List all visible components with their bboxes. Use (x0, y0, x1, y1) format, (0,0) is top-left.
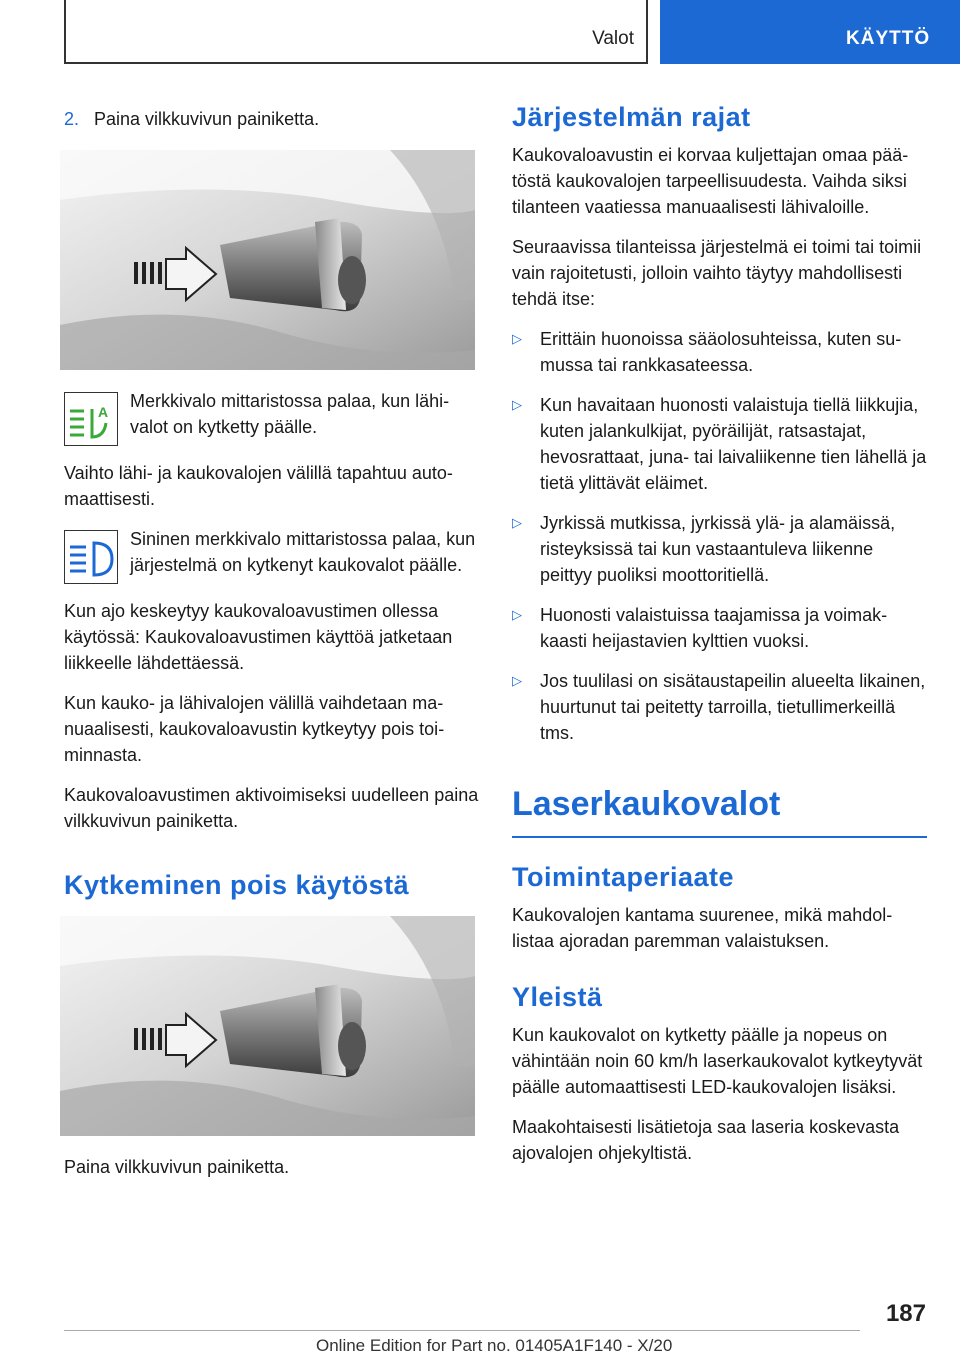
right-column (512, 100, 927, 1180)
turn-stalk-photo-2 (60, 916, 475, 1136)
header-chapter-tab (660, 0, 960, 64)
section-heading-limits: Järjestelmän rajat (512, 102, 751, 132)
list-item (512, 668, 927, 746)
paragraph: Maakohtaisesti lisätietoja saa laseria koskevasta ajovalojen ohjekyltistä. (512, 1117, 900, 1163)
header-frame (64, 0, 648, 64)
triangle-bullet-icon: ▷ (512, 331, 522, 346)
page-number: 187 (885, 1300, 926, 1327)
svg-text:A: A (98, 404, 109, 420)
high-beam-icon (64, 530, 118, 584)
list-item (512, 602, 927, 654)
triangle-bullet-icon: ▷ (512, 673, 522, 688)
header-chapter-label: KÄYTTÖ (846, 28, 931, 49)
paragraph: Kaukovalojen kantama suurenee, mikä mahdollistaa ajoradan paremman valaistuksen. (512, 905, 893, 951)
indicator-note-green-text: Merkkivalo mittaristossa palaa, kun lähivalot on kytketty päälle. (130, 391, 450, 437)
indicator-note-blue-text: Sininen merkkivalo mittaristossa palaa, kun järjestelmä on kytkenyt kaukovalot päälle. (130, 529, 476, 575)
section-heading-off: Kytkeminen pois käytöstä (64, 870, 410, 900)
list-item-text: Kun havaitaan huonosti valaistuja tiellä liikkujia, kuten jalankulkijat, pyöräilijät, ratsastajat, hevosrattaat, juna- tai laivaliikenne tien lähellä ja tietä ylittävät eläimet. (540, 395, 927, 493)
limitations-list (512, 326, 927, 746)
paragraph: Kaukovaloavustimen aktivoimiseksi uudelleen paina vilkkuvivun painiketta. (64, 785, 479, 831)
paragraph: Kun ajo keskeytyy kaukovaloavustimen ollessa käytössä: Kaukovaloavustimen käyttöä jatketaan liikkeelle lähdettäessä. (64, 601, 453, 673)
triangle-bullet-icon: ▷ (512, 397, 522, 412)
paragraph: Kaukovaloavustin ei korvaa kuljettajan omaa päätöstä kaukovalojen tarpeellisuudesta. Vaihda siksi tilanteen vaatiessa manuaalisesti lähivaloille. (512, 145, 909, 217)
section-heading-principle: Toimintaperiaate (512, 862, 735, 892)
footer-divider (64, 1330, 860, 1331)
step-text: Paina vilkkuvivun painiketta. (94, 109, 320, 129)
section-heading-general: Yleistä (512, 982, 603, 1012)
step-number: 2. (64, 109, 80, 129)
paragraph: Seuraavissa tilanteissa järjestelmä ei toimi tai toimii vain rajoitetusti, jolloin vaihto täytyy mahdollisesti tehdä itse: (512, 237, 922, 309)
list-item (512, 510, 927, 588)
left-column (64, 100, 479, 1194)
triangle-bullet-icon: ▷ (512, 607, 522, 622)
list-item-text: Huonosti valaistuissa taajamissa ja voimakkaasti heijastavien kylttien vuoksi. (540, 605, 888, 651)
step-item (64, 106, 479, 132)
turn-stalk-photo-1 (60, 150, 475, 370)
list-item-text: Jyrkissä mutkissa, jyrkissä ylä- ja alamäissä, risteyksissä tai kun vastaantuleva liikenne peittyy puoliksi moottoritiellä. (540, 513, 896, 585)
chapter-heading: Laserkaukovalot (512, 784, 927, 838)
high-beam-assist-icon (64, 392, 118, 446)
paragraph: Vaihto lähi- ja kaukovalojen välillä tapahtuu automaattisesti. (64, 463, 453, 509)
paragraph: Kun kauko- ja lähivalojen välillä vaihdetaan manuaalisesti, kaukovaloavustin kytkeytyy pois toiminnasta. (64, 693, 445, 765)
footer-edition-text: Online Edition for Part no. 01405A1F140 - X/20 (316, 1336, 673, 1355)
indicator-note-blue (64, 526, 479, 584)
paragraph: Kun kaukovalot on kytketty päälle ja nopeus on vähintään noin 60 km/h laserkaukovalot kytkeytyvät päälle automaattisesti LED-kaukovalojen lisäksi. (512, 1025, 923, 1097)
list-item-text: Erittäin huonoissa sääolosuhteissa, kuten sumussa tai rankkasateessa. (540, 329, 902, 375)
list-item (512, 326, 927, 378)
triangle-bullet-icon: ▷ (512, 515, 522, 530)
paragraph: Paina vilkkuvivun painiketta. (64, 1157, 290, 1177)
header-section-title: Valot (592, 28, 634, 49)
list-item-text: Jos tuulilasi on sisätaustapeilin alueelta likainen, huurtunut tai peitetty tarroilla, tietullimerkeillä tms. (540, 671, 926, 743)
indicator-note-green (64, 388, 479, 446)
list-item (512, 392, 927, 496)
